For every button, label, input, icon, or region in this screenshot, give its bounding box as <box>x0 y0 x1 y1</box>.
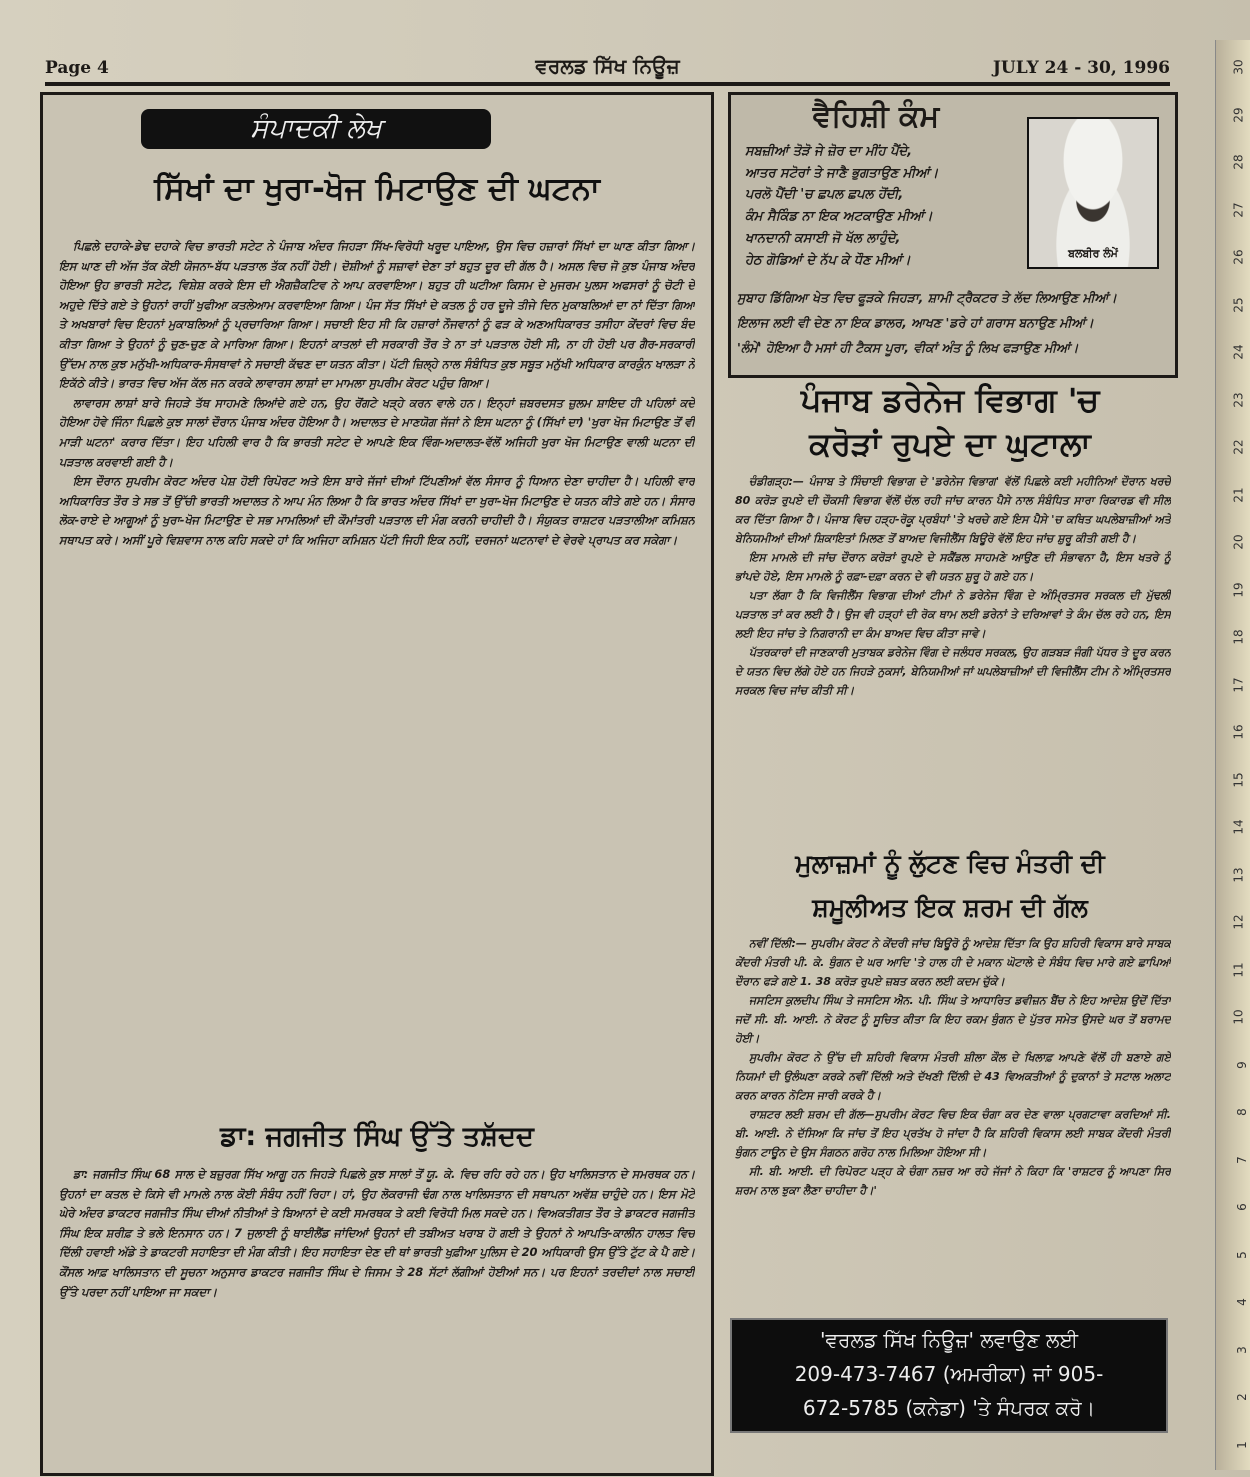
subscription-ad <box>730 1318 1168 1433</box>
ruler-mark: 17 <box>1231 676 1246 693</box>
ruler-mark: 23 <box>1231 391 1246 408</box>
headline-line: ਮੁਲਾਜ਼ਮਾਂ ਨੂੰ ਲੁੱਟਣ ਵਿਚ ਮੰਤਰੀ ਦੀ <box>795 849 1105 878</box>
editorial-headline: ਸਿੱਖਾਂ ਦਾ ਖੁਰਾ-ਖੋਜ ਮਿਟਾਉਣ ਦੀ ਘਟਨਾ <box>154 171 600 207</box>
ad-line: 'ਵਰਲਡ ਸਿੱਖ ਨਿਊਜ਼' ਲਵਾਉਣ ਲਈ <box>819 1328 1079 1352</box>
poem-line: ਸੁਬਾਹ ਡਿੱਗਿਆ ਖੇਤ ਵਿਚ ਫੂੜਕੇ ਜਿਹੜਾ, ਸ਼ਾਮੀ ਟ੍ਰੈਕਟਰ ਤੇ ਲੱਦ ਲਿਆਉਣ ਮੀਆਂ। <box>737 290 1117 305</box>
ruler-mark: 1 <box>1235 1440 1250 1449</box>
measuring-ruler <box>1215 40 1250 1470</box>
minister-headline <box>730 842 1170 930</box>
ruler-mark: 20 <box>1231 534 1246 550</box>
header-rule <box>45 82 1170 86</box>
issue-date: JULY 24 - 30, 1996 <box>992 58 1170 78</box>
drainage-headline <box>730 378 1170 466</box>
headline-line: ਕਰੋੜਾਂ ਰੁਪਏ ਦਾ ਘੁਟਾਲਾ <box>809 425 1091 463</box>
poem-line: ਖਾਨਦਾਨੀ ਕਸਾਈ ਜੋ ਖੱਲ ਲਾਹੁੰਦੇ, <box>745 230 901 246</box>
poem-line: ਹੇਠ ਗੋਡਿਆਂ ਦੇ ਨੱਪ ਕੇ ਧੌਣ ਮੀਆਂ। <box>745 252 911 268</box>
poem-line: ਪਰਲੋ ਪੈਂਦੀ 'ਚ ਛਪਲ ਛਪਲ ਹੋਂਦੀ, <box>745 187 904 203</box>
ruler-mark: 16 <box>1231 724 1246 740</box>
paragraph: ਪਿਛਲੇ ਦਹਾਕੇ-ਡੇਢ ਦਹਾਕੇ ਵਿਚ ਭਾਰਤੀ ਸਟੇਟ ਨੇ ਪੰਜਾਬ ਅੰਦਰ ਜਿਹੜਾ ਸਿੱਖ-ਵਿਰੋਧੀ ਖਰੂਦ ਪਾਇਆ, ਉਸ ਵਿਚ ਹਜ਼ਾਰਾਂ ਸਿੱਖਾਂ ਦਾ ਘਾਣ ਕੀਤਾ ਗਿਆ। ਇਸ ਘਾਣ ਦੀ ਅੱਜ ਤੱਕ ਕੋਈ ਯੋਜਨਾ-ਬੱਧ ਪੜਤਾਲ ਤੱਕ ਨਹੀਂ ਹੋਈ। ਦੋਸ਼ੀਆਂ ਨੂੰ ਸਜ਼ਾਵਾਂ ਦੇਣਾ ਤਾਂ ਬਹੁਤ ਦੂਰ ਦੀ ਗੱਲ ਹੈ। ਅਸਲ ਵਿਚ ਜੋ ਕੁਝ ਪੰਜਾਬ ਅੰਦਰ ਹੋਇਆ ਉਹ ਭਾਰਤੀ ਸਟੇਟ, ਵਿਸ਼ੇਸ਼ ਕਰਕੇ ਇਸ ਦੀ ਐਗਜ਼ੈਕਟਿਵ ਨੇ ਆਪ ਕਰਵਾਇਆ। ਬਹੁਤ ਹੀ ਘਟੀਆ ਕਿਸਮ ਦੇ ਮੁਜਰਮ ਪੁਲਸ ਅਫਸਰਾਂ ਨੂੰ ਚੋਟੀ ਦੇ ਅਹੁਦੇ ਦਿੱਤੇ ਗਏ ਤੇ ਉਹਨਾਂ ਰਾਹੀਂ ਖੁਫੀਆ ਕਤਲੇਆਮ ਕਰਵਾਇਆ ਗਿਆ। ਪੰਜ ਸੱਤ ਸਿੱਖਾਂ ਦੇ ਕਤਲ ਨੂੰ ਹਰ ਦੂਜੇ ਤੀਜੇ ਦਿਨ ਮੁਕਾਬਲਿਆਂ ਦਾ ਨਾਂ ਦਿੱਤਾ ਗਿਆ ਤੇ ਅਖਬਾਰਾਂ ਵਿਚ ਇਹਨਾਂ ਮੁਕਾਬਲਿਆਂ ਨੂੰ ਪ੍ਰਚਾਰਿਆ ਗਿਆ। ਸਚਾਈ ਇਹ ਸੀ ਕਿ ਹਜ਼ਾਰਾਂ ਨੌਜਵਾਨਾਂ ਨੂੰ ਫੜ ਕੇ ਅਣਅਧਿਕਾਰਤ ਤਸੀਹਾ ਕੇਂਦਰਾਂ ਵਿਚ ਬੰਦ ਕੀਤਾ ਗਿਆ ਤੇ ਉਹਨਾਂ ਨੂੰ ਚੁਣ-ਚੁਣ ਕੇ ਮਾਰਿਆ ਗਿਆ। ਇਹਨਾਂ ਕਾਤਲਾਂ ਦੀ ਸਰਕਾਰੀ ਤੌਰ ਤੇ ਨਾ ਤਾਂ ਪੜਤਾਲ ਹੋਈ ਸੀ, ਨਾ ਹੀ ਹੋਈ ਪਰ ਗੈਰ-ਸਰਕਾਰੀ ਉੱਦਮ ਨਾਲ ਕੁਝ ਮਨੁੱਖੀ-ਅਧਿਕਾਰ-ਸੰਸਥਾਵਾਂ ਨੇ ਸਚਾਈ ਕੱਢਣ ਦਾ ਯਤਨ ਕੀਤਾ। ਪੱਟੀ ਜ਼ਿਲ੍ਹੇ ਨਾਲ ਸੰਬੰਧਿਤ ਕੁਝ ਸਬੂਤ ਮਨੁੱਖੀ ਅਧਿਕਾਰ ਕਾਰਕੁੰਨ ਖਾਲੜਾ ਨੇ ਇਕੱਠੇ ਕੀਤੇ। ਭਾਰਤ ਵਿਚ ਅੱਜ ਕੱਲ ਜਨ ਕਰਕੇ ਲਾਵਾਰਸ ਲਾਸ਼ਾਂ ਦਾ ਮਾਮਲਾ ਸੁਪਰੀਮ ਕੋਰਟ ਪਹੁੰਚ ਗਿਆ। <box>59 239 695 391</box>
paragraph: ਨਵੀਂ ਦਿੱਲੀ:— ਸੁਪਰੀਮ ਕੋਰਟ ਨੇ ਕੇਂਦਰੀ ਜਾਂਚ ਬਿਊਰੋ ਨੂੰ ਆਦੇਸ਼ ਦਿੱਤਾ ਕਿ ਉਹ ਸ਼ਹਿਰੀ ਵਿਕਾਸ ਬਾਰੇ ਸਾਬਕ ਕੇਂਦਰੀ ਮੰਤਰੀ ਪੀ. ਕੇ. ਥੁੰਗਨ ਦੇ ਘਰ ਆਦਿ 'ਤੇ ਹਾਲ ਹੀ ਦੇ ਮਕਾਨ ਘੋਟਾਲੇ ਦੇ ਸੰਬੰਧ ਵਿਚ ਮਾਰੇ ਗਏ ਛਾਪਿਆਂ ਦੌਰਾਨ ਫੜੇ ਗਏ 1. 38 ਕਰੋੜ ਰੁਪਏ ਜ਼ਬਤ ਕਰਨ ਲਈ ਕਦਮ ਚੁੱਕੇ। <box>735 937 1171 988</box>
page-header <box>45 52 1170 82</box>
paragraph: ਪੱਤਰਕਾਰਾਂ ਦੀ ਜਾਣਕਾਰੀ ਮੁਤਾਬਕ ਡਰੇਨੇਜ ਵਿੰਗ ਦੇ ਜਲੰਧਰ ਸਰਕਲ, ਉਹ ਗੜਬੜ ਜੰਗੀ ਪੱਧਰ ਤੇ ਦੂਰ ਕਰਨ ਦੇ ਯਤਨ ਵਿਚ ਲੱਗੇ ਹੋਏ ਹਨ ਜਿਹੜੇ ਨੁਕਸਾਂ, ਬੇਨਿਯਮੀਆਂ ਜਾਂ ਘਪਲੇਬਾਜ਼ੀਆਂ ਦੀ ਵਿਜੀਲੈਂਸ ਟੀਮ ਨੇ ਅੰਮ੍ਰਿਤਸਰ ਸਰਕਲ ਵਿਚ ਜਾਂਚ ਕੀਤੀ ਸੀ। <box>735 646 1171 697</box>
poem-line: ਆਤਰ ਸਟੋਰਾਂ ਤੇ ਜਾਣੈ ਭੁਗਤਾਉਣ ਮੀਆਂ। <box>745 165 939 181</box>
ruler-mark: 7 <box>1235 1155 1250 1164</box>
ruler-mark: 13 <box>1231 866 1246 883</box>
ruler-mark: 2 <box>1235 1393 1250 1401</box>
ruler-mark: 24 <box>1231 344 1246 360</box>
ruler-mark: 3 <box>1235 1345 1250 1354</box>
ruler-mark: 11 <box>1231 961 1246 978</box>
poem-line: ਕੰਮ ਸੈਕਿੰਡ ਨਾ ਇਕ ਅਟਕਾਉਣ ਮੀਆਂ। <box>745 209 933 225</box>
headline-line: ਸ਼ਮੂਲੀਅਤ ਇਕ ਸ਼ਰਮ ਦੀ ਗੱਲ <box>812 893 1088 922</box>
jagjit-headline: ਡਾ: ਜਗਜੀਤ ਸਿੰਘ ਉੱਤੇ ਤਸ਼ੱਦਦ <box>220 1121 534 1152</box>
jagjit-body <box>59 1165 695 1465</box>
ruler-mark: 21 <box>1231 486 1246 503</box>
ruler-mark: 15 <box>1231 771 1246 788</box>
ruler-mark: 8 <box>1235 1108 1250 1116</box>
paragraph: ਜਸਟਿਸ ਕੁਲਦੀਪ ਸਿੰਘ ਤੇ ਜਸਟਿਸ ਐਨ. ਪੀ. ਸਿੰਘ ਤੇ ਆਧਾਰਿਤ ਡਵੀਜ਼ਨ ਬੈਂਚ ਨੇ ਇਹ ਆਦੇਸ਼ ਉਦੋਂ ਦਿੱਤਾ ਜਦੋਂ ਸੀ. ਬੀ. ਆਈ. ਨੇ ਕੋਰਟ ਨੂੰ ਸੂਚਿਤ ਕੀਤਾ ਕਿ ਇਹ ਰਕਮ ਥੁੰਗਨ ਦੇ ਪੁੱਤਰ ਸਮੇਤ ਉਸਦੇ ਘਰ ਤੋਂ ਬਰਾਮਦ ਹੋਈ। <box>735 994 1171 1045</box>
paragraph: ਡਾ: ਜਗਜੀਤ ਸਿੰਘ 68 ਸਾਲ ਦੇ ਬਜ਼ੁਰਗ ਸਿੱਖ ਆਗੂ ਹਨ ਜਿਹੜੇ ਪਿਛਲੇ ਕੁਝ ਸਾਲਾਂ ਤੋਂ ਯੂ. ਕੇ. ਵਿਚ ਰਹਿ ਰਹੇ ਹਨ। ਉਹ ਖਾਲਿਸਤਾਨ ਦੇ ਸਮਰਥਕ ਹਨ। ਉਹਨਾਂ ਦਾ ਕਤਲ ਦੇ ਕਿਸੇ ਵੀ ਮਾਮਲੇ ਨਾਲ ਕੋਈ ਸੰਬੰਧ ਨਹੀਂ ਰਿਹਾ। ਹਾਂ, ਉਹ ਲੋਕਰਾਜੀ ਢੰਗ ਨਾਲ ਖਾਲਿਸਤਾਨ ਦੀ ਸਥਾਪਨਾ ਅਵੱਸ਼ ਚਾਹੁੰਦੇ ਹਨ। ਇਸ ਮੋਟੇ ਘੇਰੇ ਅੰਦਰ ਡਾਕਟਰ ਜਗਜੀਤ ਸਿੰਘ ਦੀਆਂ ਨੀਤੀਆਂ ਤੇ ਬਿਆਨਾਂ ਦੇ ਕਈ ਸਮਰਥਕ ਤੇ ਕਈ ਵਿਰੋਧੀ ਮਿਲ ਸਕਦੇ ਹਨ। ਵਿਅਕਤੀਗਤ ਤੌਰ ਤੇ ਡਾਕਟਰ ਜਗਜੀਤ ਸਿੰਘ ਇਕ ਸ਼ਰੀਫ਼ ਤੇ ਭਲੇ ਇਨਸਾਨ ਹਨ। 7 ਜੁਲਾਈ ਨੂੰ ਥਾਈਲੈਂਡ ਜਾਂਦਿਆਂ ਉਹਨਾਂ ਦੀ ਤਬੀਅਤ ਖਰਾਬ ਹੋ ਗਈ ਤੇ ਉਹਨਾਂ ਨੇ ਆਪਤਿ-ਕਾਲੀਨ ਹਾਲਤ ਵਿਚ ਦਿੱਲੀ ਹਵਾਈ ਅੱਡੇ ਤੇ ਡਾਕਟਰੀ ਸਹਾਇਤਾ ਦੀ ਮੰਗ ਕੀਤੀ। ਇਹ ਸਹਾਇਤਾ ਦੇਣ ਦੀ ਥਾਂ ਭਾਰਤੀ ਖੁਫ਼ੀਆ ਪੁਲਿਸ ਦੇ 20 ਅਧਿਕਾਰੀ ਉਸ ਉੱਤੇ ਟੁੱਟ ਕੇ ਪੈ ਗਏ। ਕੌਂਸਲ ਆਫ਼ ਖਾਲਿਸਤਾਨ ਦੀ ਸੂਚਨਾ ਅਨੁਸਾਰ ਡਾਕਟਰ ਜਗਜੀਤ ਸਿੰਘ ਦੇ ਜਿਸਮ ਤੇ 28 ਸੱਟਾਂ ਲੱਗੀਆਂ ਹੋਈਆਂ ਸਨ। ਪਰ ਇਹਨਾਂ ਤਰਦੀਦਾਂ ਨਾਲ ਸਚਾਈ ਉੱਤੇ ਪਰਦਾ ਨਹੀਂ ਪਾਇਆ ਜਾ ਸਕਦਾ। <box>59 1167 695 1299</box>
editorial-banner: ਸੰਪਾਦਕੀ ਲੇਖ <box>141 109 491 149</box>
paragraph: ਪਤਾ ਲੱਗਾ ਹੈ ਕਿ ਵਿਜੀਲੈਂਸ ਵਿਭਾਗ ਦੀਆਂ ਟੀਮਾਂ ਨੇ ਡਰੇਨੇਜ ਵਿੰਗ ਦੇ ਅੰਮ੍ਰਿਤਸਰ ਸਰਕਲ ਦੀ ਮੁੱਢਲੀ ਪੜਤਾਲ ਤਾਂ ਕਰ ਲਈ ਹੈ। ਉਜ ਵੀ ਹੜ੍ਹਾਂ ਦੀ ਰੋਕ ਥਾਮ ਲਈ ਡਰੇਨਾਂ ਤੇ ਦਰਿਆਵਾਂ ਤੇ ਕੰਮ ਚੱਲ ਰਹੇ ਹਨ, ਇਸ ਲਈ ਇਹ ਜਾਂਚ ਤੇ ਨਿਗਰਾਨੀ ਦਾ ਕੰਮ ਬਾਅਦ ਵਿਚ ਕੀਤਾ ਜਾਵੇ। <box>735 589 1171 640</box>
ruler-mark: 10 <box>1231 1009 1246 1025</box>
poem-box <box>728 92 1178 378</box>
paragraph: ਇਸ ਮਾਮਲੇ ਦੀ ਜਾਂਚ ਦੌਰਾਨ ਕਰੋੜਾਂ ਰੁਪਏ ਦੇ ਸਕੈਂਡਲ ਸਾਹਮਣੇ ਆਉਣ ਦੀ ਸੰਭਾਵਨਾ ਹੈ, ਇਸ ਖਤਰੇ ਨੂੰ ਭਾਂਪਦੇ ਹੋਏ, ਇਸ ਮਾਮਲੇ ਨੂੰ ਰਫ਼ਾ-ਦਫ਼ਾ ਕਰਨ ਦੇ ਵੀ ਯਤਨ ਸ਼ੁਰੂ ਹੋ ਗਏ ਹਨ। <box>735 551 1171 583</box>
poem-title: ਵੈਹਿਸ਼ੀ ਕੰਮ <box>812 99 940 134</box>
ruler-mark: 9 <box>1235 1060 1250 1069</box>
ruler-mark: 26 <box>1231 249 1246 265</box>
photo-caption: ਬਲਬੀਰ ਲੰਮੇਂ <box>1068 247 1118 260</box>
minister-body <box>735 934 1171 1309</box>
ruler-mark: 28 <box>1231 154 1246 170</box>
author-photo <box>1027 117 1159 269</box>
ruler-mark: 6 <box>1235 1203 1250 1211</box>
ruler-mark: 25 <box>1231 296 1246 313</box>
paragraph: ਰਾਸ਼ਟਰ ਲਈ ਸ਼ਰਮ ਦੀ ਗੱਲ—ਸੁਪਰੀਮ ਕੋਰਟ ਵਿਚ ਇਕ ਚੰਗਾ ਕਰ ਦੇਣ ਵਾਲਾ ਪ੍ਰਗਟਾਵਾ ਕਰਦਿਆਂ ਸੀ. ਬੀ. ਆਈ. ਨੇ ਦੱਸਿਆ ਕਿ ਜਾਂਚ ਤੋਂ ਇਹ ਪ੍ਰਤੱਖ ਹੋ ਜਾਂਦਾ ਹੈ ਕਿ ਸ਼ਹਿਰੀ ਵਿਕਾਸ ਲਈ ਸਾਬਕ ਕੇਂਦਰੀ ਮੰਤਰੀ ਥੁੰਗਨ ਟਾਊਨ ਦੇ ਉਸ ਸੰਗਠਨ ਗਰੋਹ ਨਾਲ ਮਿਲਿਆ ਹੋਇਆ ਸੀ। <box>735 1108 1171 1159</box>
masthead: ਵਰਲਡ ਸਿੱਖ ਨਿਊਜ਼ <box>535 54 680 78</box>
ruler-mark: 4 <box>1235 1298 1250 1306</box>
ruler-mark: 27 <box>1231 201 1246 218</box>
poem-line: ਸਬਜ਼ੀਆਂ ਤੋੜੋ ਜੇ ਜ਼ੋਰ ਦਾ ਮੀਂਹ ਪੈਂਦੇ, <box>745 144 913 159</box>
ruler-mark: 22 <box>1231 439 1246 455</box>
editorial-column <box>40 92 714 1476</box>
paragraph: ਲਾਵਾਰਸ ਲਾਸ਼ਾਂ ਬਾਰੇ ਜਿਹੜੇ ਤੱਥ ਸਾਹਮਣੇ ਲਿਆਂਦੇ ਗਏ ਹਨ, ਉਹ ਰੋਂਗਟੇ ਖੜ੍ਹੇ ਕਰਨ ਵਾਲੇ ਹਨ। ਇਨ੍ਹਾਂ ਜ਼ਬਰਦਸਤ ਜ਼ੁਲਮ ਸ਼ਾਇਦ ਹੀ ਪਹਿਲਾਂ ਕਦੇ ਹੋਇਆ ਹੋਵੇ ਜਿੰਨਾ ਪਿਛਲੇ ਕੁਝ ਸਾਲਾਂ ਦੌਰਾਨ ਪੰਜਾਬ ਅੰਦਰ ਹੋਇਆ ਹੈ। ਅਦਾਲਤ ਦੇ ਮਾਣਯੋਗ ਜੱਜਾਂ ਨੇ ਇਸ ਘਟਨਾ ਨੂੰ (ਸਿੱਖਾਂ ਦਾ) 'ਖੁਰਾ ਖੋਜ ਮਿਟਾਉਣ ਤੋਂ ਵੀ ਮਾੜੀ ਘਟਨਾ' ਕਰਾਰ ਦਿੱਤਾ। ਇਹ ਪਹਿਲੀ ਵਾਰ ਹੈ ਕਿ ਭਾਰਤੀ ਸਟੇਟ ਦੇ ਆਪਣੇ ਇਕ ਵਿੰਗ-ਅਦਾਲਤ-ਵੱਲੋਂ ਅਜਿਹੀ ਖੁਰਾ ਖੋਜ ਮਿਟਾਉਣ ਵਾਲੀ ਘਟਨਾ ਦੀ ਪੜਤਾਲ ਕਰਵਾਈ ਗਈ ਹੈ। <box>59 395 695 469</box>
ruler-mark: 18 <box>1231 629 1246 645</box>
editorial-body <box>59 237 695 1112</box>
drainage-body <box>735 472 1171 832</box>
page-number: Page 4 <box>45 58 109 78</box>
paragraph: ਚੰਡੀਗੜ੍ਹ:— ਪੰਜਾਬ ਤੇ ਸਿੰਚਾਈ ਵਿਭਾਗ ਦੇ 'ਡਰੇਨੇਜ ਵਿਭਾਗ' ਵੱਲੋਂ ਪਿਛਲੇ ਕਈ ਮਹੀਨਿਆਂ ਦੌਰਾਨ ਖਰਚੇ 80 ਕਰੋੜ ਰੁਪਏ ਦੀ ਚੌਕਸੀ ਵਿਭਾਗ ਵੱਲੋਂ ਚੱਲ ਰਹੀ ਜਾਂਚ ਕਾਰਨ ਪੈਸੇ ਨਾਲ ਸੰਬੰਧਿਤ ਸਾਰਾ ਰਿਕਾਰਡ ਵੀ ਸੀਲ ਕਰ ਦਿੱਤਾ ਗਿਆ ਹੈ। ਪੰਜਾਬ ਵਿਚ ਹੜ੍ਹ-ਰੋਕੂ ਪ੍ਰਬੰਧਾਂ 'ਤੇ ਖਰਚੇ ਗਏ ਇਸ ਪੈਸੇ 'ਚ ਕਥਿਤ ਘਪਲੇਬਾਜ਼ੀਆਂ ਅਤੇ ਬੇਨਿਯਮੀਆਂ ਦੀਆਂ ਸ਼ਿਕਾਇਤਾਂ ਮਿਲਣ ਤੋਂ ਬਾਅਦ ਵਿਜੀਲੈਂਸ ਬਿਊਰੋ ਵੱਲੋਂ ਇਹ ਜਾਂਚ ਸ਼ੁਰੂ ਕੀਤੀ ਗਈ ਹੈ। <box>735 475 1171 545</box>
ruler-mark: 29 <box>1231 106 1246 123</box>
ruler-mark: 30 <box>1231 59 1246 75</box>
ad-phone-line: 209-473-7467 (ਅਮਰੀਕਾ) ਜਾਂ 905- <box>794 1362 1104 1386</box>
poem-verses <box>745 141 938 271</box>
paragraph: ਸੀ. ਬੀ. ਆਈ. ਦੀ ਰਿਪੋਰਟ ਪੜ੍ਹ ਕੇ ਚੰਗਾ ਨਜ਼ਰ ਆ ਰਹੇ ਜੱਜਾਂ ਨੇ ਕਿਹਾ ਕਿ 'ਰਾਸ਼ਟਰ ਨੂੰ ਆਪਣਾ ਸਿਰ ਸ਼ਰਮ ਨਾਲ ਝੁਕਾ ਲੈਣਾ ਚਾਹੀਦਾ ਹੈ।' <box>735 1165 1171 1197</box>
paragraph: ਇਸ ਦੌਰਾਨ ਸੁਪਰੀਮ ਕੋਰਟ ਅੰਦਰ ਪੇਸ਼ ਹੋਈ ਰਿਪੋਰਟ ਅਤੇ ਇਸ ਬਾਰੇ ਜੱਜਾਂ ਦੀਆਂ ਟਿੱਪਣੀਆਂ ਵੱਲ ਸੰਸਾਰ ਨੂੰ ਧਿਆਨ ਦੇਣਾ ਚਾਹੀਦਾ ਹੈ। ਪਹਿਲੀ ਵਾਰ ਅਧਿਕਾਰਿਤ ਤੌਰ ਤੇ ਸਭ ਤੋਂ ਉੱਚੀ ਭਾਰਤੀ ਅਦਾਲਤ ਨੇ ਆਪ ਮੰਨ ਲਿਆ ਹੈ ਕਿ ਭਾਰਤ ਅੰਦਰ ਸਿੱਖਾਂ ਦਾ ਖੁਰਾ-ਖੋਜ ਮਿਟਾਉਣ ਦੇ ਯਤਨ ਕੀਤੇ ਗਏ ਹਨ। ਸੰਸਾਰ ਲੋਕ-ਰਾਏ ਦੇ ਆਗੂਆਂ ਨੂੰ ਖੁਰਾ-ਖੋਜ ਮਿਟਾਉਣ ਦੇ ਸਭ ਮਾਮਲਿਆਂ ਦੀ ਕੌਮਾਂਤਰੀ ਪੜਤਾਲ ਦੀ ਮੰਗ ਕਰਨੀ ਚਾਹੀਦੀ ਹੈ। ਸੰਯੁਕਤ ਰਾਸ਼ਟਰ ਪੜਤਾਲੀਆ ਕਮਿਸ਼ਨ ਸਥਾਪਤ ਕਰੇ। ਅਸੀਂ ਪੂਰੇ ਵਿਸ਼ਵਾਸ ਨਾਲ ਕਹਿ ਸਕਦੇ ਹਾਂ ਕਿ ਅਜਿਹਾ ਕਮਿਸ਼ਨ ਪੱਟੀ ਜਿਹੀ ਇਕ ਨਹੀਂ, ਦਰਜਨਾਂ ਘਟਨਾਵਾਂ ਦੇ ਵੇਰਵੇ ਪ੍ਰਾਪਤ ਕਰ ਸਕੇਗਾ। <box>59 474 695 547</box>
poem-line: ਇਲਾਜ ਲਈ ਵੀ ਦੇਣ ਨਾ ਇਕ ਡਾਲਰ, ਆਖਣ 'ਡਰੇ ਹਾਂ ਗਰਾਸ ਬਨਾਉਣ ਮੀਆਂ। <box>737 315 1094 330</box>
ruler-mark: 14 <box>1231 819 1246 835</box>
headline-line: ਪੰਜਾਬ ਡਰੇਨੇਜ ਵਿਭਾਗ 'ਚ <box>800 381 1100 419</box>
ad-phone-line: 672-5785 (ਕਨੇਡਾ) 'ਤੇ ਸੰਪਰਕ ਕਰੋ। <box>802 1396 1096 1420</box>
paragraph: ਸੁਪਰੀਮ ਕੋਰਟ ਨੇ ਉੱਚ ਦੀ ਸ਼ਹਿਰੀ ਵਿਕਾਸ ਮੰਤਰੀ ਸ਼ੀਲਾ ਕੌਲ ਦੇ ਖਿਲਾਫ਼ ਆਪਣੇ ਵੱਲੋਂ ਹੀ ਬਣਾਏ ਗਏ ਨਿਯਮਾਂ ਦੀ ਉਲੰਘਣਾ ਕਰਕੇ ਨਵੀਂ ਦਿੱਲੀ ਅਤੇ ਦੱਖਣੀ ਦਿੱਲੀ ਦੇ 43 ਵਿਅਕਤੀਆਂ ਨੂੰ ਦੁਕਾਨਾਂ ਤੇ ਸਟਾਲ ਅਲਾਟ ਕਰਨ ਕਾਰਨ ਨੋਟਿਸ ਜਾਰੀ ਕਰਕੇ ਹੈ। <box>735 1051 1171 1102</box>
poem-wide-verses <box>737 285 1173 360</box>
poem-line: 'ਲੰਮੇਂ' ਹੋਇਆ ਹੈ ਮਸਾਂ ਹੀ ਟੈਕਸ ਪੂਰਾ, ਵੀਕਾਂ ਅੰਤ ਨੂੰ ਲਿਖ ਫੜਾਉਣ ਮੀਆਂ। <box>737 340 1079 355</box>
ruler-mark: 19 <box>1231 581 1246 598</box>
ruler-mark: 12 <box>1231 914 1246 930</box>
ruler-mark: 5 <box>1235 1250 1250 1259</box>
